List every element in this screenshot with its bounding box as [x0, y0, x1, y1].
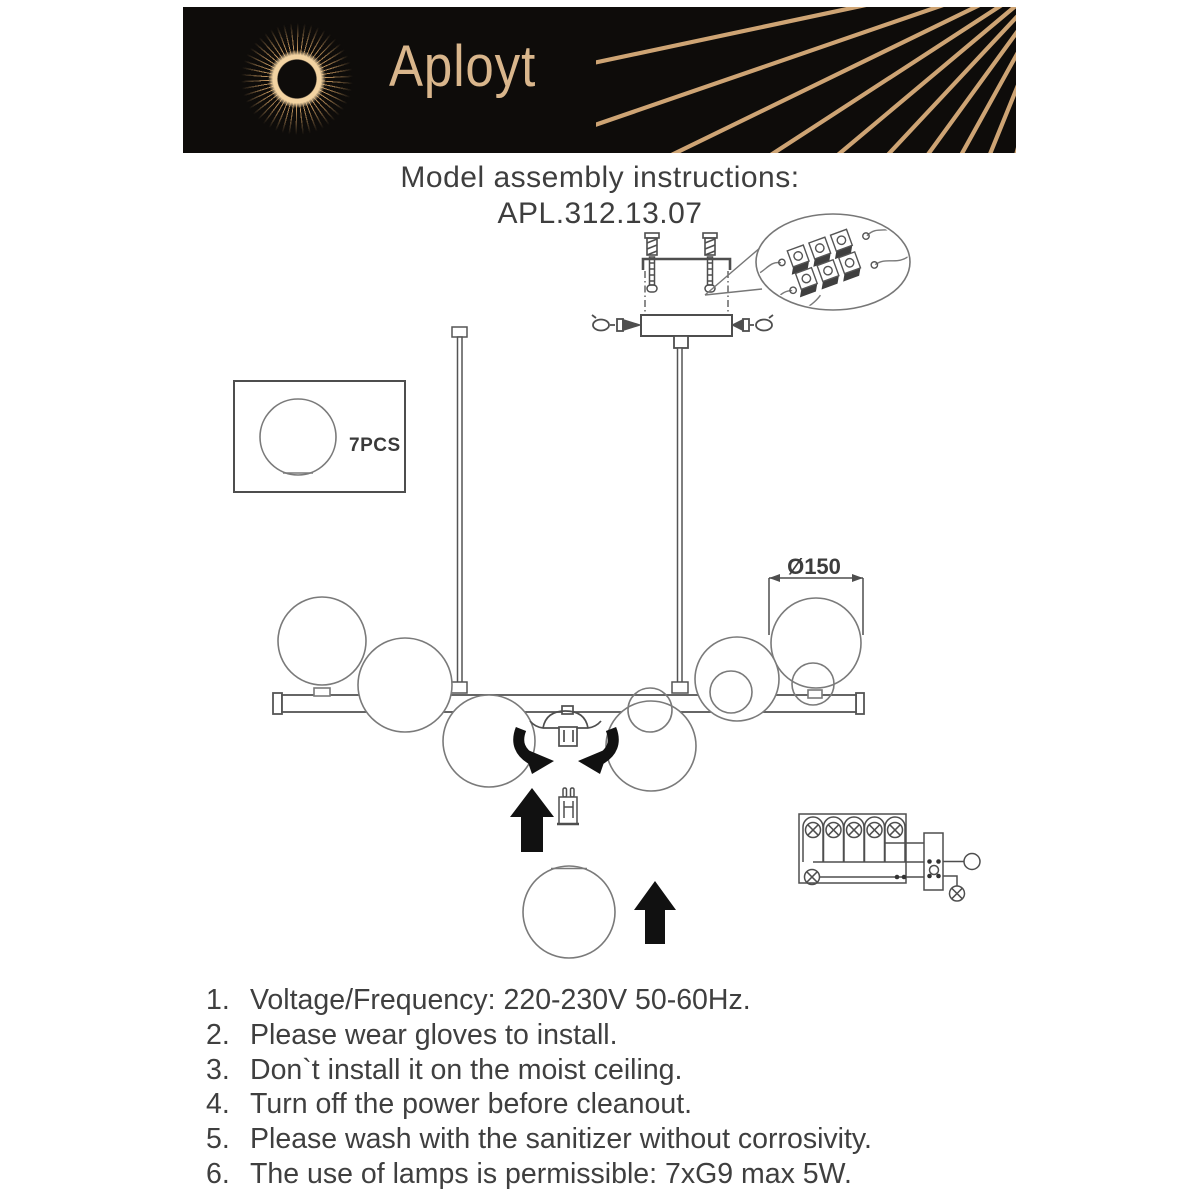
instruction-item: [206, 1157, 1016, 1192]
insert-arrow-up-right: [634, 881, 676, 944]
g9-bulb: [557, 788, 579, 824]
side-screw-left: [592, 315, 639, 331]
instruction-text: Don`t install it on the moist ceiling.: [250, 1053, 683, 1086]
globe-shade: [358, 638, 452, 732]
rotate-arrow-right: [578, 729, 613, 774]
insert-arrow-up-left: [510, 788, 554, 852]
instruction-text: Turn off the power before cleanout.: [250, 1088, 693, 1121]
instruction-item: [206, 983, 1016, 1018]
instruction-text: The use of lamps is permissible: 7xG9 max 5W.: [250, 1157, 852, 1190]
terminal-block-detail: [705, 211, 920, 332]
suspension-rod-left: [451, 327, 467, 693]
globe-shade: [695, 637, 779, 721]
instruction-item: [206, 1087, 1016, 1122]
suspension-rod-right: [672, 348, 688, 693]
instruction-number: 4.: [206, 1088, 230, 1121]
model-number: APL.312.13.07: [497, 197, 703, 230]
globe-shades: [278, 597, 861, 791]
brand-name: Aployt: [389, 34, 537, 99]
instruction-text: Please wash with the sanitizer without corrosivity.: [250, 1123, 872, 1156]
instruction-text: Voltage/Frequency: 220-230V 50-60Hz.: [250, 984, 751, 1016]
dimension-label: Ø150: [787, 554, 841, 579]
instruction-item: [206, 1122, 1016, 1157]
page-title: Model assembly instructions:: [400, 161, 800, 194]
instruction-number: 3.: [206, 1053, 230, 1086]
instruction-number: 2.: [206, 1018, 230, 1051]
instruction-item: [206, 1053, 1016, 1088]
instruction-item: [206, 1018, 1016, 1053]
side-screw-right: [733, 315, 773, 331]
instruction-number: 5.: [206, 1123, 230, 1156]
instruction-number: 6.: [206, 1157, 230, 1190]
instructions-list: [206, 983, 1016, 1192]
shade-quantity-box: [234, 381, 405, 492]
instruction-text: Please wear gloves to install.: [250, 1018, 618, 1051]
globe-shade: [771, 598, 861, 688]
instruction-number: 1.: [206, 984, 230, 1016]
globe-shade: [278, 597, 366, 685]
globe-shade: [606, 701, 696, 791]
pcs-label: 7PCS: [349, 435, 401, 456]
wiring-schematic: [799, 814, 980, 901]
loose-globe-shade: [523, 866, 615, 958]
